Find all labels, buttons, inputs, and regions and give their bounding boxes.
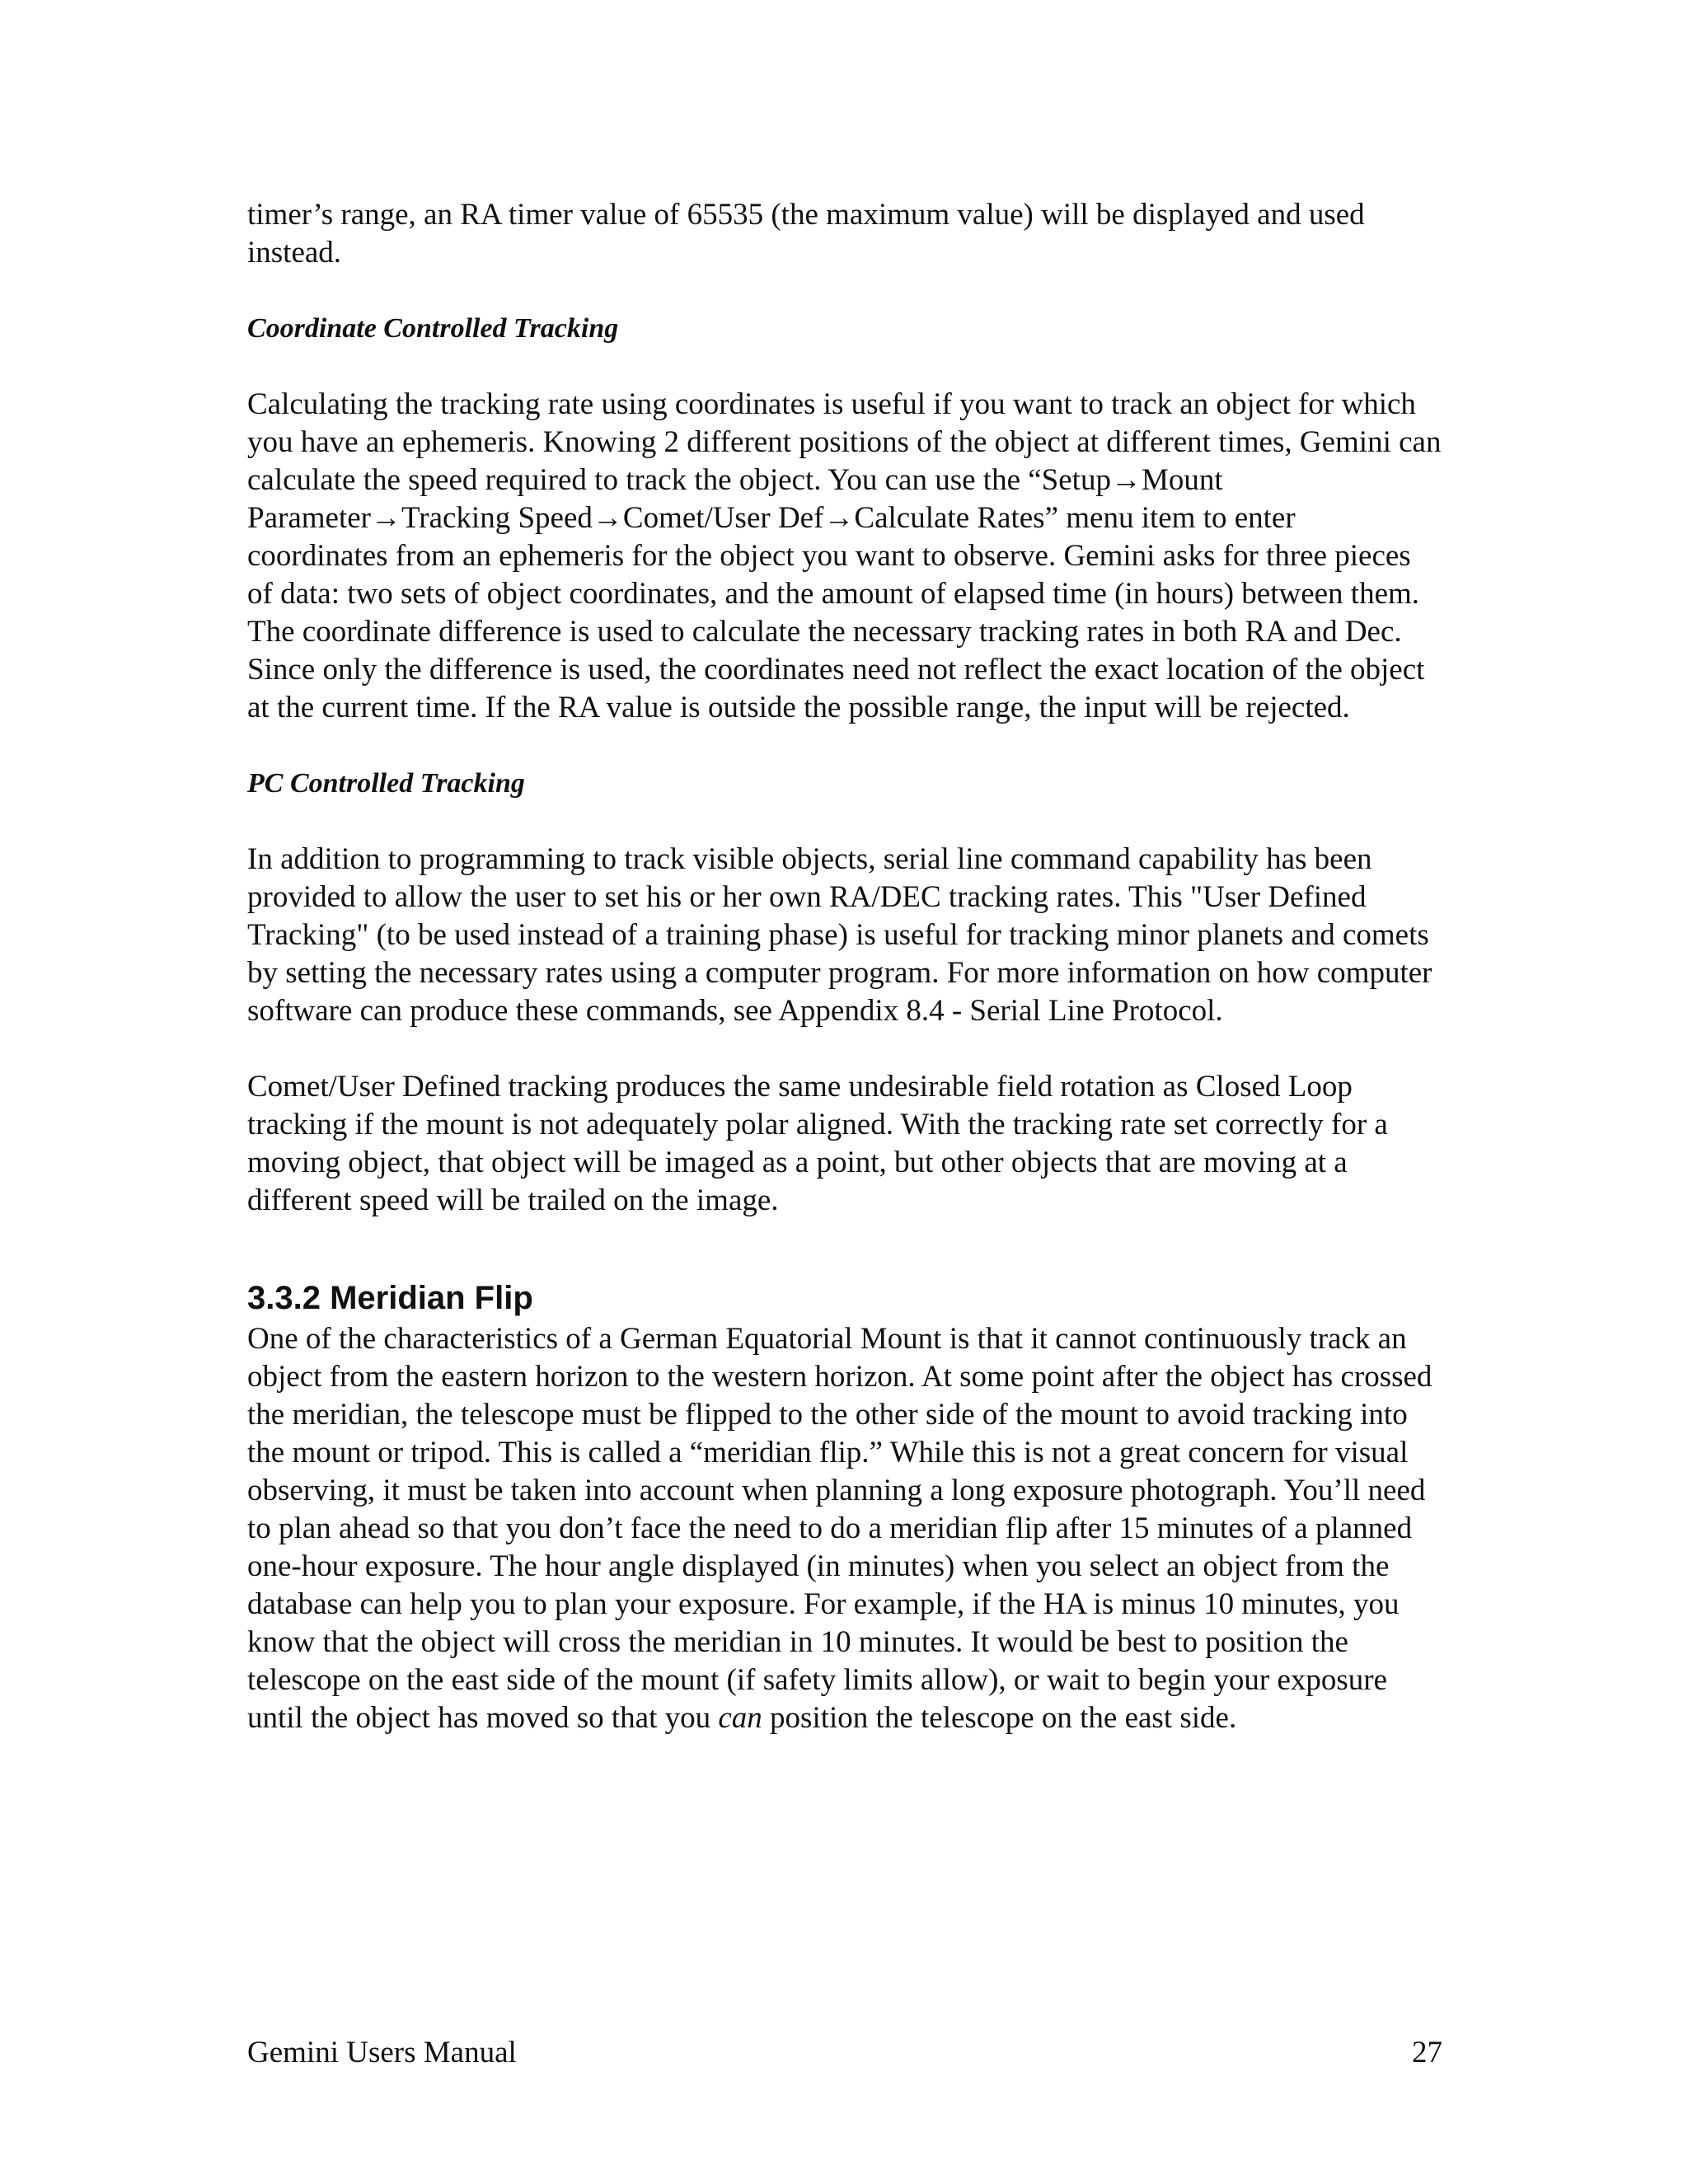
- meridian-flip-paragraph: [247, 1320, 1442, 1737]
- subheading-coordinate-controlled-tracking: Coordinate Controlled Tracking: [247, 313, 619, 344]
- comet-tracking-paragraph: Comet/User Defined tracking produces the same undesirable field rotation as Closed Loop tracking if the mount is not adequately polar aligned. With the tracking rate set correctly for a moving object, that object will be imaged as a point, but other objects that are moving at a different speed will be trailed on the image.: [247, 1070, 1388, 1217]
- page-footer: [247, 2034, 1442, 2072]
- subheading-pc-controlled-tracking: PC Controlled Tracking: [247, 768, 525, 799]
- footer-title: Gemini Users Manual: [247, 2036, 517, 2069]
- intro-paragraph: timer’s range, an RA timer value of 65535 (the maximum value) will be displayed and used instead.: [247, 198, 1365, 269]
- meridian-flip-text: One of the characteristics of a German Equatorial Mount is that it cannot continuously track an object from the eastern horizon to the western horizon. At some point after the object has crossed the meridian, the telescope must be flipped to the other side of the mount to avoid tracking into the mount or tripod. This is called a “meridian flip.” While this is not a great concern for visual observing, it must be taken into account when planning a long exposure photograph. You’ll need to plan ahead so that you don’t face the need to do a meridian flip after 15 minutes of a planned one-hour exposure. The hour angle displayed (in minutes) when you select an object from the database can help you to plan your exposure. For example, if the HA is minus 10 minutes, you know that the object will cross the meridian in 10 minutes. It would be best to position the telescope on the east side of the mount (if safety limits allow), or wait to begin your exposure until the object has moved so that you: [247, 1322, 1432, 1735]
- meridian-flip-emphasis: can: [718, 1701, 762, 1735]
- page-number: 27: [1412, 2036, 1442, 2069]
- coordinate-tracking-paragraph: Calculating the tracking rate using coordinates is useful if you want to track an object for which you have an ephemeris. Knowing 2 different positions of the object at different times, Gemini can calculate the speed required to track the object. You can use the “Setup→Mount Parameter→Tracking Speed→Comet/User Def→Calculate Rates” menu item to enter coordinates from an ephemeris for the object you want to observe. Gemini asks for three pieces of data: two sets of object coordinates, and the amount of elapsed time (in hours) between them. The coordinate difference is used to calculate the necessary tracking rates in both RA and Dec. Since only the difference is used, the coordinates need not reflect the exact location of the object at the current time. If the RA value is outside the possible range, the input will be rejected.: [247, 387, 1442, 724]
- meridian-flip-text-end: position the telescope on the east side.: [762, 1701, 1237, 1735]
- page-content: [247, 196, 1442, 1737]
- section-heading-meridian-flip: 3.3.2 Meridian Flip: [247, 1280, 533, 1316]
- pc-tracking-paragraph: In addition to programming to track visible objects, serial line command capability has been provided to allow the user to set his or her own RA/DEC tracking rates. This "User Defined Tracking" (to be used instead of a training phase) is useful for tracking minor planets and comets by setting the necessary rates using a computer program. For more information on how computer software can produce these commands, see Appendix 8.4 - Serial Line Protocol.: [247, 842, 1432, 1028]
